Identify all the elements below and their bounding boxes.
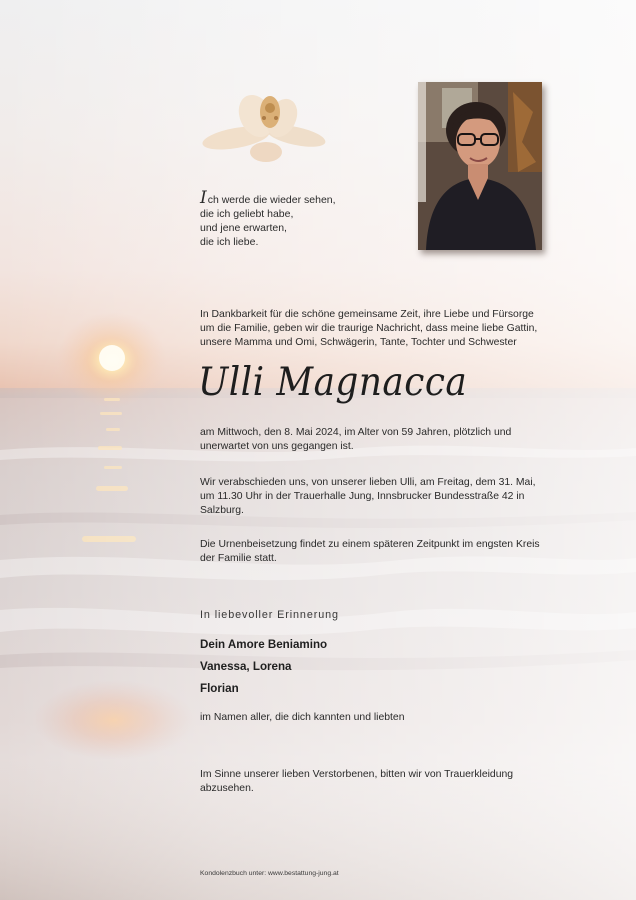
poem <box>200 188 400 249</box>
orchid-illustration <box>196 82 336 172</box>
request-line: abzusehen. <box>200 783 254 794</box>
poem-line: und jene erwarten, <box>200 222 287 234</box>
poem-line <box>200 188 400 208</box>
family-member: Dein Amore Beniamino <box>200 638 328 651</box>
urn-line: der Familie statt. <box>200 553 277 564</box>
memory-heading: In liebevoller Erinnerung <box>200 609 339 621</box>
intro-text <box>200 308 600 350</box>
request-line: Im Sinne unserer lieben Verstorbenen, bitten wir von Trauerkleidung <box>200 769 514 780</box>
mourning-dress-request <box>200 768 600 796</box>
family-member: Florian <box>200 682 239 695</box>
intro-line: unsere Mamma und Omi, Schwägerin, Tante, Tochter und Schwester <box>200 337 517 348</box>
poem-initial: I <box>200 188 207 208</box>
on-behalf-of-all: im Namen aller, die dich kannten und liebten <box>200 712 405 723</box>
farewell-line: um 11.30 Uhr in der Trauerhalle Jung, Innsbrucker Bundesstraße 42 in <box>200 491 525 502</box>
death-notice-line: am Mittwoch, den 8. Mai 2024, im Alter von 59 Jahren, plötzlich und <box>200 427 512 438</box>
farewell-line: Salzburg. <box>200 505 244 516</box>
urn-line: Die Urnenbeisetzung findet zu einem späteren Zeitpunkt im engsten Kreis <box>200 539 540 550</box>
death-notice-line: unerwartet von uns gegangen ist. <box>200 441 354 452</box>
poem-line: die ich liebe. <box>200 236 259 248</box>
family-member: Vanessa, Lorena <box>200 660 292 673</box>
farewell-line: Wir verabschieden uns, von unserer lieben Ulli, am Freitag, dem 31. Mai, <box>200 477 536 488</box>
farewell-notice <box>200 476 590 518</box>
poem-line: die ich geliebt habe, <box>200 208 294 220</box>
death-notice <box>200 426 590 454</box>
intro-line: In Dankbarkeit für die schöne gemeinsame Zeit, ihre Liebe und Fürsorge <box>200 309 534 320</box>
portrait-photo <box>418 82 542 250</box>
poem-line-text: ch werde die wieder sehen, <box>207 194 336 206</box>
deceased-name: Ulli Magnacca <box>198 360 468 405</box>
urn-burial-notice <box>200 538 590 566</box>
condolence-book-link[interactable]: Kondolenzbuch unter: www.bestattung-jung.at <box>200 870 339 877</box>
intro-line: um die Familie, geben wir die traurige Nachricht, dass meine liebe Gattin, <box>200 323 538 334</box>
